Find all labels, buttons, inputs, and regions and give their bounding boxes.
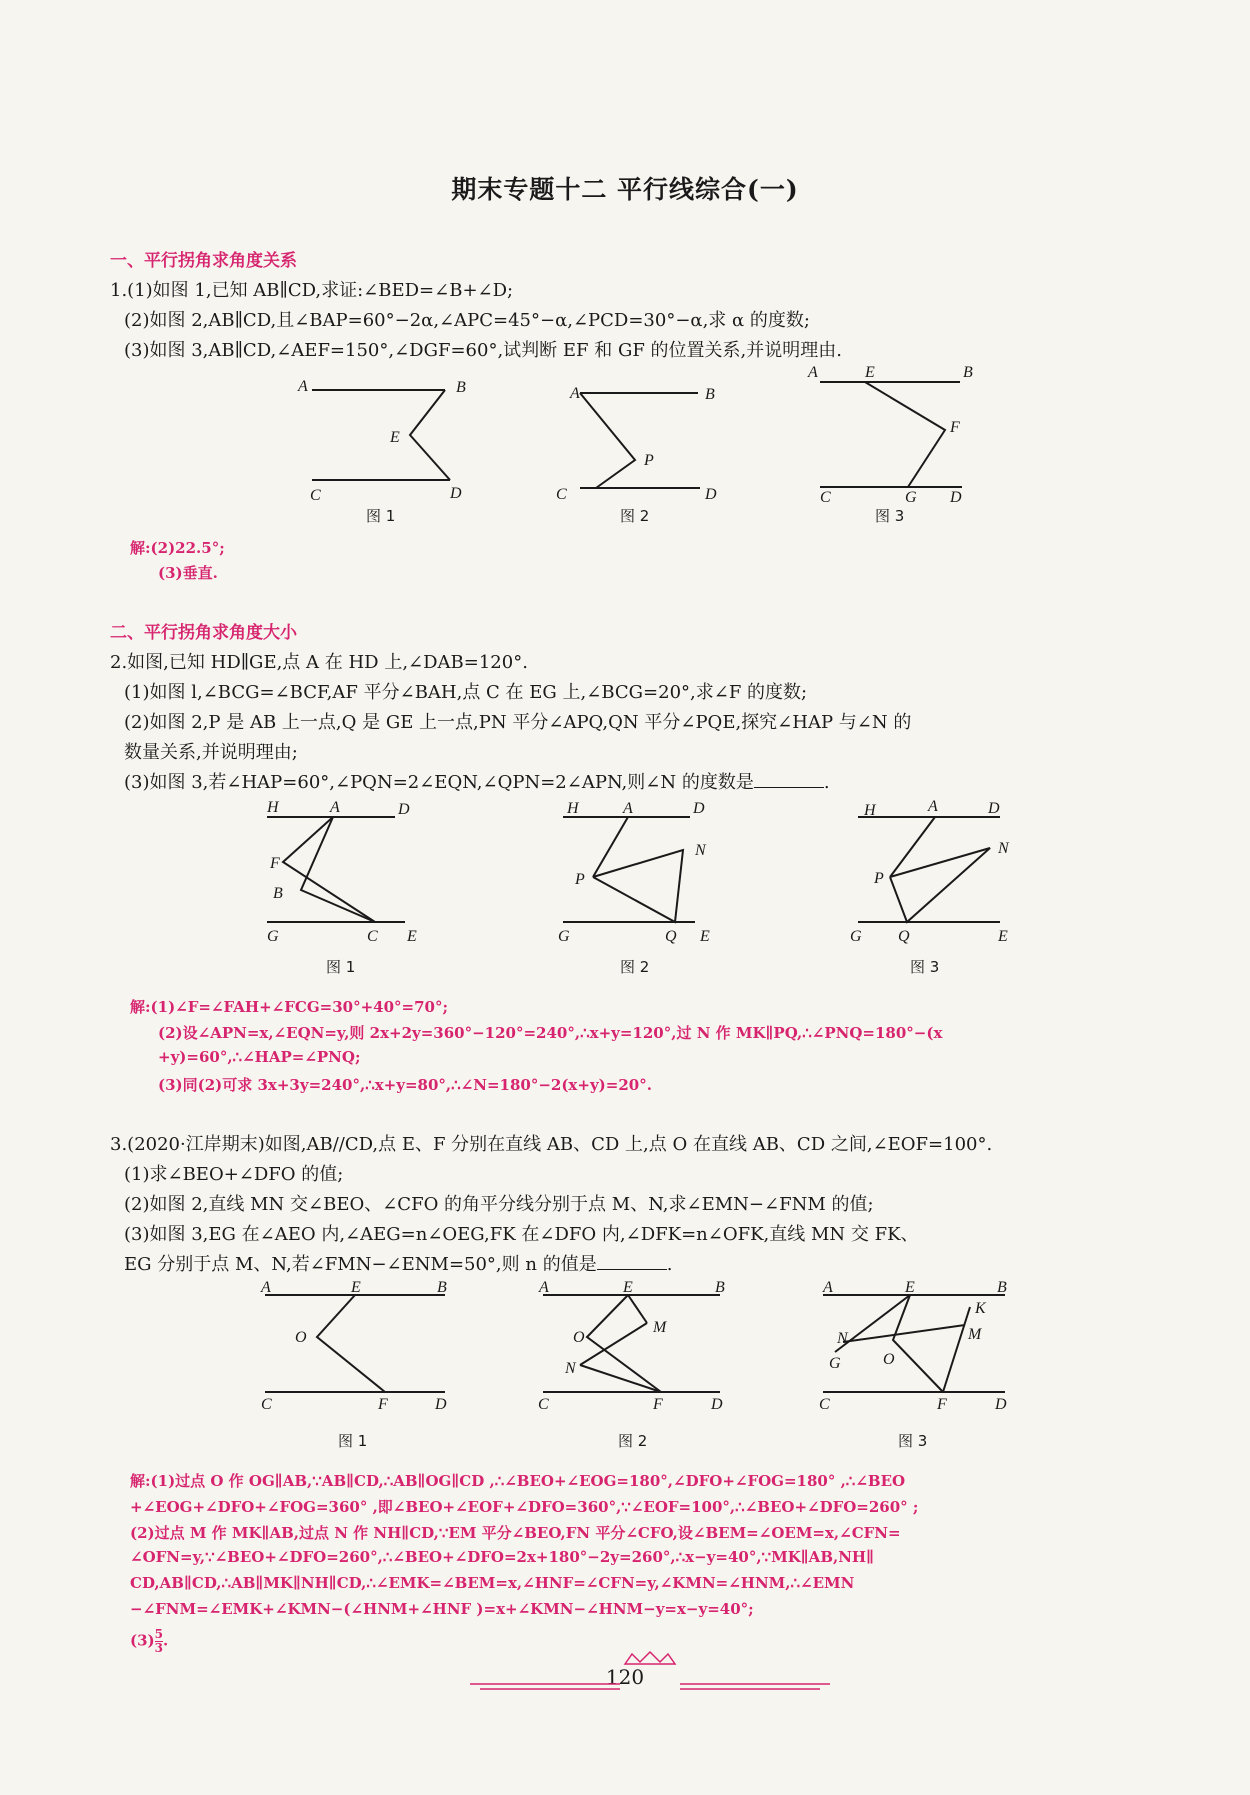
q2-part2a: (2)如图 2,P 是 AB 上一点,Q 是 GE 上一点,PN 平分∠APQ,QN 平分∠PQE,探究∠HAP 与∠N 的 xyxy=(124,712,912,733)
label-G: G xyxy=(829,1355,841,1372)
label-B: B xyxy=(437,1279,447,1296)
q3-answer-1b: +∠EOG+∠DFO+∠FOG=360° ,即∠BEO+∠EOF+∠DFO=360°,∵∠EOF=100°,∴∠BEO+∠DFO=260° ; xyxy=(130,1498,919,1516)
q3-answer-2a: (2)过点 M 作 MK∥AB,过点 N 作 NH∥CD,∵EM 平分∠BEO,FN 平分∠CFO,设∠BEM=∠OEM=x,∠CFN= xyxy=(130,1524,901,1542)
label-A: A xyxy=(823,1279,833,1296)
label-N: N xyxy=(695,842,706,859)
q2-answer-2b: +y)=60°,∴∠HAP=∠PNQ; xyxy=(158,1048,361,1066)
q1-stem: 1.(1)如图 1,已知 AB∥CD,求证:∠BED=∠B+∠D; xyxy=(110,280,514,301)
label-A: A xyxy=(298,378,308,395)
q2-stem: 2.如图,已知 HD∥GE,点 A 在 HD 上,∠DAB=120°. xyxy=(110,652,528,673)
q3-fig3-caption: 图 3 xyxy=(898,1432,928,1450)
label-A: A xyxy=(539,1279,549,1296)
label-B: B xyxy=(705,386,715,403)
answer-blank xyxy=(597,1269,667,1270)
q1-part3: (3)如图 3,AB∥CD,∠AEF=150°,∠DGF=60°,试判断 EF 和 GF 的位置关系,并说明理由. xyxy=(124,340,843,361)
q3-answer-1a: 解:(1)过点 O 作 OG∥AB,∵AB∥CD,∴AB∥OG∥CD ,∴∠BEO+∠EOG=180°,∠DFO+∠FOG=180° ,∴∠BEO xyxy=(130,1472,906,1490)
label-A: A xyxy=(330,799,340,816)
label-C: C xyxy=(820,489,831,505)
label-A: A xyxy=(623,800,633,817)
q3-fig1-caption: 图 1 xyxy=(338,1432,368,1450)
label-D: D xyxy=(450,485,462,502)
label-C: C xyxy=(538,1396,549,1413)
label-A: A xyxy=(261,1279,271,1296)
q1-fig1-caption: 图 1 xyxy=(366,507,396,525)
q3-part3a: (3)如图 3,EG 在∠AEO 内,∠AEG=n∠OEG,FK 在∠DFO 内,∠DFK=n∠OFK,直线 MN 交 FK、 xyxy=(124,1224,919,1245)
label-C: C xyxy=(261,1396,272,1413)
label-C: C xyxy=(367,928,378,945)
label-C: C xyxy=(556,486,567,503)
label-H: H xyxy=(267,799,279,816)
q1-figure-2 xyxy=(550,375,730,509)
label-F: F xyxy=(270,855,280,872)
label-P: P xyxy=(644,452,654,469)
q2-figure-3 xyxy=(850,795,1040,949)
label-E: E xyxy=(905,1279,915,1296)
label-B: B xyxy=(997,1279,1007,1296)
label-A: A xyxy=(928,798,938,815)
label-D: D xyxy=(705,486,717,503)
q3-stem: 3.(2020·江岸期末)如图,AB//CD,点 E、F 分别在直线 AB、CD 上,点 O 在直线 AB、CD 之间,∠EOF=100°. xyxy=(110,1134,993,1155)
label-F: F xyxy=(937,1396,947,1413)
label-B: B xyxy=(273,885,283,902)
label-N: N xyxy=(837,1330,848,1347)
q3-figure-1 xyxy=(255,1275,465,1419)
label-D: D xyxy=(711,1396,723,1413)
q3-fig2-caption: 图 2 xyxy=(618,1432,648,1450)
label-D: D xyxy=(693,800,705,817)
label-D: D xyxy=(950,489,962,505)
label-P: P xyxy=(575,871,585,888)
q2-part2b: 数量关系,并说明理由; xyxy=(124,742,298,763)
label-A: A xyxy=(570,385,580,402)
label-A: A xyxy=(808,364,818,381)
q3-answer-3: (3) $\frac{5}{3}$ . xyxy=(130,1627,169,1655)
q2-fig3-caption: 图 3 xyxy=(910,958,940,976)
label-Q: Q xyxy=(665,928,677,945)
label-B: B xyxy=(456,379,466,396)
label-C: C xyxy=(819,1396,830,1413)
q2-part3: (3)如图 3,若∠HAP=60°,∠PQN=2∠EQN,∠QPN=2∠APN,则∠N 的度数是 . xyxy=(124,772,830,793)
label-F: F xyxy=(950,419,960,436)
label-E: E xyxy=(865,364,875,381)
label-Q: Q xyxy=(898,928,910,945)
q3-figure-3 xyxy=(815,1275,1015,1419)
q2-fig1-caption: 图 1 xyxy=(326,958,356,976)
label-O: O xyxy=(883,1351,895,1368)
q2-part3-text: (3)如图 3,若∠HAP=60°,∠PQN=2∠EQN,∠QPN=2∠APN,则∠N 的度数是 xyxy=(124,772,754,793)
section-heading-1: 一、平行拐角求角度关系 xyxy=(110,251,297,271)
q3-answer-2b: ∠OFN=y,∵∠BEO+∠DFO=260°,∴∠BEO+∠DFO=2x+180°−2y=260°,∴x−y=40°,∵MK∥AB,NH∥ xyxy=(130,1548,875,1566)
label-G: G xyxy=(558,928,570,945)
label-D: D xyxy=(988,800,1000,817)
label-H: H xyxy=(567,800,579,817)
q1-fig3-caption: 图 3 xyxy=(875,507,905,525)
q2-answer-3: (3)同(2)可求 3x+3y=240°,∴x+y=80°,∴∠N=180°−2(x+y)=20°. xyxy=(158,1076,652,1094)
q3-answer-2c: CD,AB∥CD,∴AB∥MK∥NH∥CD,∴∠EMK=∠BEM=x,∠HNF=∠CFN=y,∠KMN=∠HNM,∴∠EMN xyxy=(130,1574,855,1592)
label-E: E xyxy=(351,1279,361,1296)
q3-figure-2 xyxy=(535,1275,735,1419)
q1-figure-3 xyxy=(800,360,990,509)
label-K: K xyxy=(975,1300,986,1317)
page-title: 期末专题十二 平行线综合(一) xyxy=(451,175,799,204)
q1-answer-2: 解:(2)22.5°; xyxy=(130,539,225,557)
q1-figure-1 xyxy=(290,370,490,509)
crown-ornament-icon xyxy=(620,1650,680,1666)
label-D: D xyxy=(995,1396,1007,1413)
label-E: E xyxy=(700,928,710,945)
label-F: F xyxy=(378,1396,388,1413)
label-E: E xyxy=(407,928,417,945)
label-E: E xyxy=(390,429,400,446)
q3-answer-2d: −∠FNM=∠EMK+∠KMN−(∠HNM+∠HNF )=x+∠KMN−∠HNM−y=x−y=40°; xyxy=(130,1600,754,1618)
q2-answer-2a: (2)设∠APN=x,∠EQN=y,则 2x+2y=360°−120°=240°,∴x+y=120°,过 N 作 MK∥PQ,∴∠PNQ=180°−(x xyxy=(158,1024,943,1042)
label-G: G xyxy=(267,928,279,945)
label-O: O xyxy=(295,1329,307,1346)
section-heading-2: 二、平行拐角求角度大小 xyxy=(110,623,297,643)
label-M: M xyxy=(968,1326,982,1343)
label-P: P xyxy=(874,870,884,887)
q2-fig2-caption: 图 2 xyxy=(620,958,650,976)
label-B: B xyxy=(963,364,973,381)
label-O: O xyxy=(573,1329,585,1346)
label-G: G xyxy=(850,928,862,945)
label-N: N xyxy=(565,1360,576,1377)
q1-part2: (2)如图 2,AB∥CD,且∠BAP=60°−2α,∠APC=45°−α,∠PCD=30°−α,求 α 的度数; xyxy=(124,310,810,331)
label-B: B xyxy=(715,1279,725,1296)
answer-blank xyxy=(754,787,824,788)
fraction: $\frac{5}{3}$ xyxy=(154,1627,163,1655)
q2-figure-1 xyxy=(255,795,445,949)
q3-part3b: EG 分别于点 M、N,若∠FMN−∠ENM=50°,则 n 的值是 . xyxy=(124,1254,673,1275)
q1-answer-3: (3)垂直. xyxy=(158,564,218,582)
label-C: C xyxy=(310,487,321,504)
page-number: 120 xyxy=(605,1665,645,1689)
q3-part1: (1)求∠BEO+∠DFO 的值; xyxy=(124,1164,344,1185)
q2-figure-2 xyxy=(555,795,735,949)
label-N: N xyxy=(998,840,1009,857)
label-D: D xyxy=(435,1396,447,1413)
q1-fig2-caption: 图 2 xyxy=(620,507,650,525)
label-G: G xyxy=(905,489,917,505)
label-F: F xyxy=(653,1396,663,1413)
label-H: H xyxy=(864,802,876,819)
q3-part2: (2)如图 2,直线 MN 交∠BEO、∠CFO 的角平分线分别于点 M、N,求∠EMN−∠FNM 的值; xyxy=(124,1194,874,1215)
q2-part1: (1)如图 l,∠BCG=∠BCF,AF 平分∠BAH,点 C 在 EG 上,∠BCG=20°,求∠F 的度数; xyxy=(124,682,808,703)
label-D: D xyxy=(398,801,410,818)
page-number-decoration xyxy=(470,1680,830,1694)
label-M: M xyxy=(653,1319,667,1336)
label-E: E xyxy=(623,1279,633,1296)
q2-answer-1: 解:(1)∠F=∠FAH+∠FCG=30°+40°=70°; xyxy=(130,998,449,1016)
q3-part3b-text: EG 分别于点 M、N,若∠FMN−∠ENM=50°,则 n 的值是 xyxy=(124,1254,597,1275)
label-E: E xyxy=(998,928,1008,945)
